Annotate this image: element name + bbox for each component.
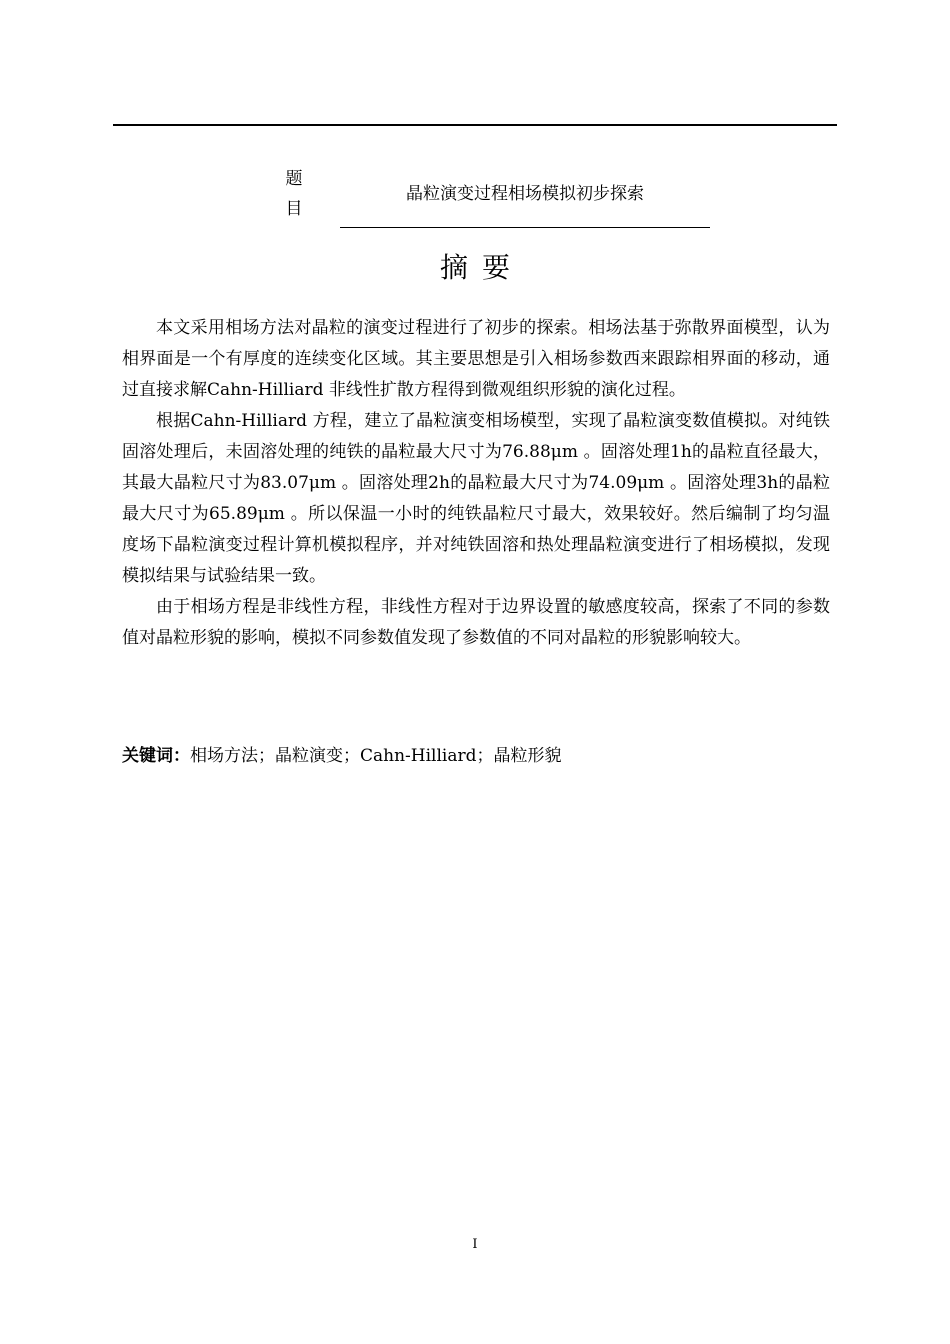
title-label-char-2: 目 xyxy=(285,199,303,219)
keywords-value: 相场方法；晶粒演变；Cahn-Hilliard；晶粒形貌 xyxy=(190,746,562,766)
header-rule xyxy=(113,124,837,126)
title-underline xyxy=(340,227,710,228)
thesis-title: 晶粒演变过程相场模拟初步探索 xyxy=(406,184,644,204)
abstract-paragraph: 根据Cahn-Hilliard 方程，建立了晶粒演变相场模型，实现了晶粒演变数值模拟。对纯铁固溶处理后，未固溶处理的纯铁的晶粒最大尺寸为76.88μm 。固溶处理1h的晶粒直径最大，其最大晶粒尺寸为83.07μm 。固溶处理2h的晶粒最大尺寸为74.09μm 。固溶处理3h的晶粒最大尺寸为65.89μm 。所以保温一小时的纯铁晶粒尺寸最大，效果较好。然后编制了均匀温度场下晶粒演变过程计算机模拟程序，并对纯铁固溶和热处理晶粒演变进行了相场模拟，发现模拟结果与试验结果一致。 xyxy=(122,411,830,586)
abstract-heading: 摘要 xyxy=(439,251,524,284)
abstract-paragraph: 由于相场方程是非线性方程，非线性方程对于边界设置的敏感度较高，探索了不同的参数值对晶粒形貌的影响，模拟不同参数值发现了参数值的不同对晶粒的形貌影响较大。 xyxy=(122,597,830,648)
page-number: I xyxy=(472,1237,478,1252)
title-label xyxy=(284,164,304,224)
abstract-paragraph: 本文采用相场方法对晶粒的演变过程进行了初步的探索。相场法基于弥散界面模型，认为相界面是一个有厚度的连续变化区域。其主要思想是引入相场参数西来跟踪相界面的移动，通过直接求解Cahn-Hilliard 非线性扩散方程得到微观组织形貌的演化过程。 xyxy=(122,318,830,400)
keywords-line xyxy=(122,741,830,772)
title-label-char-1: 题 xyxy=(285,169,303,189)
thesis-title-block xyxy=(270,164,730,234)
abstract-body xyxy=(122,313,830,654)
keywords-label: 关键词： xyxy=(122,746,190,766)
